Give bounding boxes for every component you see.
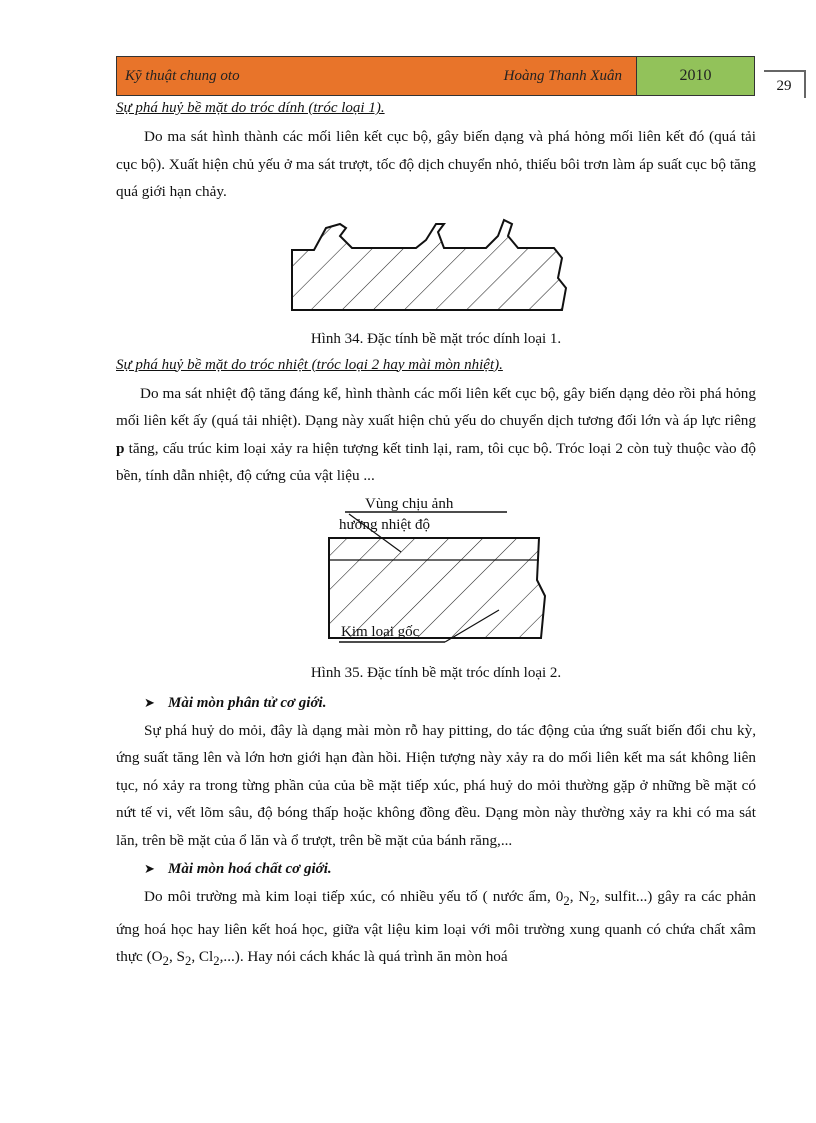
paragraph-fatigue: Sự phá huỷ do mỏi, đây là dạng mài mòn rỗ hay pitting, do tác động của ứng suất biến đổi chu kỳ, ứng suất tăng lên và lớn hơn giới hạn đàn hồi. Hiện tượng này xảy ra do mối liên kết ma sát không liên tục, nó xảy ra trong từng phần của của bề mặt tiếp xúc, phá huỷ do mỏi thường gặp ở những bề mặt có nứt tế vi, vết lõm sâu, độ bóng thấp hoặc không đồng đều. Dạng mòn này thường xảy ra khi có ma sát lăn, trên bề mặt của ổ lăn và ổ trượt, trên bề mặt của bánh răng,...	[116, 721, 756, 849]
bullet-molecular-wear	[116, 690, 756, 716]
bullet-chemical-wear	[116, 856, 756, 882]
label-heat-zone-line1: Vùng chịu ảnh	[365, 497, 454, 512]
page-header	[116, 56, 755, 96]
figure-34	[116, 210, 756, 322]
arrow-bullet-icon: ➤	[144, 861, 155, 876]
label-base-metal: Kim loại gốc	[341, 623, 420, 640]
paragraph-adhesion: Do ma sát hình thành các mối liên kết cục bộ, gây biến dạng và phá hỏng mối liên kết đó (quá tải cục bộ). Xuất hiện chủ yếu ở ma sát trượt, tốc độ dịch chuyển nhỏ, thiếu bôi trơn làm áp suất cục bộ tăng quá giới hạn chảy.	[116, 128, 756, 200]
section-title-adhesion: Sự phá huỷ bề mặt do tróc dính (tróc loại 1).	[116, 100, 385, 116]
figure-35-diagram	[319, 498, 553, 658]
header-title-bar	[117, 57, 637, 95]
header-course: Kỹ thuật chung oto	[125, 67, 240, 84]
page-number: 29	[764, 70, 806, 98]
page-content	[116, 97, 756, 976]
header-year: 2010	[637, 57, 754, 95]
arrow-bullet-icon: ➤	[144, 694, 155, 710]
paragraph-chemical: Do môi trường mà kim loại tiếp xúc, có nhiều yếu tố ( nước ẩm, $0_2$, $N_2$, sulfit...) gây ra các phản ứng hoá học hay liên kết hoá học, giữa vật liệu kim loại với môi trường xung quanh có chứa chất xâm thực ($O_2$, $S_2$, $Cl_2$,...). Hay nói cách khác là quá trình ăn mòn hoá	[116, 888, 756, 969]
pressure-symbol: p	[116, 439, 125, 457]
figure-35-caption: Hình 35. Đặc tính bề mặt tróc dính loại 2.	[310, 664, 562, 681]
header-author: Hoàng Thanh Xuân	[503, 67, 622, 84]
bullet-chemical-wear-text: Mài mòn hoá chất cơ giới.	[168, 861, 332, 877]
bullet-molecular-wear-text: Mài mòn phân tử cơ giới.	[168, 694, 327, 711]
section-title-thermal: Sự phá huỷ bề mặt do tróc nhiệt (tróc loại 2 hay mài mòn nhiệt).	[116, 356, 503, 373]
paragraph-thermal: Do ma sát nhiệt độ tăng đáng kể, hình thành các mối liên kết cục bộ, gây biến dạng dẻo rồi phá hỏng mối liên kết ấy (quá tải nhiệt). Dạng này xuất hiện chủ yếu do chuyển dịch tương đối lớn và áp lực riêng p tăng, cấu trúc kim loại xảy ra hiện tượng kết tinh lại, ram, tôi cục bộ. Tróc loại 2 còn tuỳ thuộc vào độ bền, tính dẫn nhiệt, độ cứng của vật liệu ...	[116, 384, 756, 484]
label-heat-zone-line2: hưởng nhiệt độ	[339, 516, 431, 533]
figure-35	[116, 498, 756, 658]
figure-34-diagram	[286, 210, 586, 322]
figure-34-caption: Hình 34. Đặc tính bề mặt tróc dính loại 1.	[310, 330, 562, 347]
